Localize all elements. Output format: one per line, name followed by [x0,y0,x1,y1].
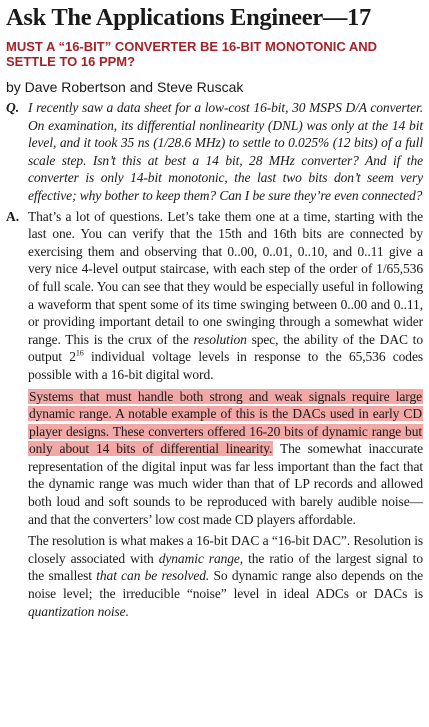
answer-p2-text: The somewhat inaccurate representation of the digital input was far less important than the fact that the dynamic range was much wider than that of LP records and allowed both loud and soft sounds to be reproduced with barely audible noise—and that the converters’ low cost made CD players affordable. [28,441,423,527]
answer-p1-emphasis: resolution [193,331,247,347]
answer-paragraph-1 [28,208,423,384]
highlighted-passage: Systems that must handle both strong and weak signals require large dynamic range. A notable example of this is the DACs used in early CD player designs. These converters offered 16-20 bits of dynamic range but only about 14 bits of differential linearity. [29,388,422,457]
answer-p1-text-c: individual voltage levels in response to the 65,536 codes possible with a 16-bit digital word. [28,349,424,382]
answer-p1-text-b: spec, the ability of the DAC to output 2 [28,331,423,365]
answer-paragraph-2 [28,388,423,529]
answer-p1-text-a: That’s a lot of questions. Let’s take them one at a time, starting with the last one. You can verify that the 15th and 16th bits are connected by exercising them and observing that 0..00, 0..01, 0..10, and 0..11 give a very nice 4-level output staircase, with each step of the order of 1/65,536 of full scale. You can see that they would be especially useful in following a waveform that spent some of its time swinging between 0..00 and 0..11, or providing important detail to one swinging through a somewhat wider range. This is the crux of the [28,208,423,347]
answer-p1-superscript: 16 [75,348,84,358]
article-title: Ask The Applications Engineer—17 [6,4,372,31]
answer-p3-text-b: the ratio of the largest signal to the smallest [28,550,423,584]
answer-p3-emphasis-1: dynamic range, [158,550,244,566]
answer-p3-text-a: The resolution is what makes a 16-bit DAC a “16-bit DAC”. Resolution is closely associated with [28,533,423,566]
answer-paragraph-3 [28,532,423,620]
question-text: I recently saw a data sheet for a low-cost 16-bit, 30 MSPS D/A converter. On examination, its differential nonlinearity (DNL) was only at the 14 bit level, and it took 35 ns (1/28.6 MHz) to settle to 0.025% (12 bits) of a full scale step. Isn’t this at best a 14 bit, 28 MHz converter? And if the converter is only 14-bit monotonic, the last two bits don’t seem very effective; why bother to keep them? Can I be sure they’re even connected? [28,100,423,203]
byline: by Dave Robertson and Steve Ruscak [6,79,244,95]
answer-marker: A. [6,208,20,224]
question-marker: Q. [6,100,20,115]
answer-block [6,208,423,384]
answer-p3-text-c: So dynamic range also depends on the noise level; the irreducible “noise” level in ideal ADCs or DACs is [28,568,424,602]
answer-p3-emphasis-2: that can be resolved. [96,568,210,584]
article-subtitle: MUST A “16-BIT” CONVERTER BE 16-BIT MONOTONIC AND SETTLE TO 16 PPM? [6,39,378,69]
question-block [6,99,423,205]
answer-p3-emphasis-3: quantization noise. [28,603,129,619]
